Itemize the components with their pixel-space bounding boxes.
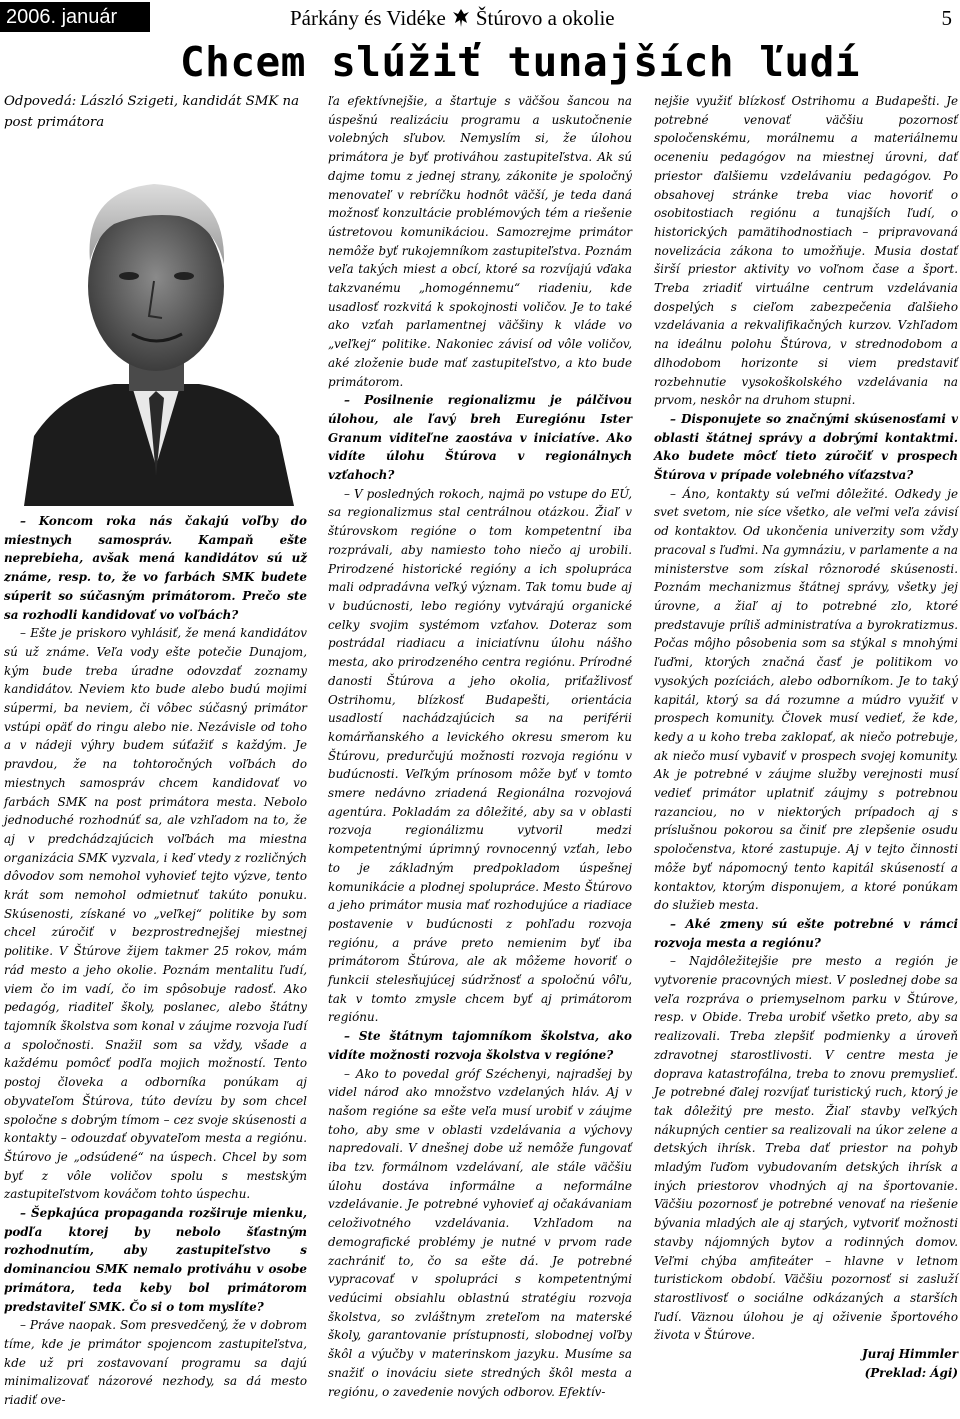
candidate-portrait <box>4 136 307 506</box>
interview-answer: – V posledných rokoch, najmä po vstupe do EÚ, sa regionalizmus stal centrálnou otázkou. Žiaľ v štúrovskom regióne o tom kompetentní iba rozprávali, aby namiesto toho niečo aj urobili. Prirodzené historické regióny a ich spolupráca mali odpradávna veľký význam. Tak tomu bude aj v budúcnosti, lebo regióny vytvárajú organické celky svojim systémom vzťahov. Doteraz som postrádal riadiacu a iniciatívnu úlohu nášho mesta, ako prirodzeného centra regiónu. Prírodné danosti Štúrova a jeho okolia, priťažlivosť Ostrihomu, blízkosť Budapešti, orientácia usadlostí nachádzajúcich sa na periférii komárňanského a levického okresu smerom ku Štúrovu, predurčujú možnosti rozvoja regiónu v budúcnosti. Veľkým prínosom môže byť v tomto smere nedávno zriadená Regionálna rozvojová agentúra. Pokladám za dôležité, aby sa v oblasti rozvoja regionálizmu vytvoril medzi kompetentnými úprimný rovnocenný vzťah, lebo to je základným predpokladom úspešnej komunikácie a plodnej spolupráce. Mesto Štúrovo a jeho primátor musia mať rozhodujúce a riadiace postavenie v budúcnosti z pohľadu rozvoja regiónu, a práve preto nemienim byť iba primátorom Štúrova, ale ak môžeme hovoriť o funkcii stelesňujúcej súdržnosť a spoločnú vôľu, tak v tomto zmysle chcem byť aj primátorom regiónu. <box>328 486 632 1025</box>
interview-answer: – Najdôležitejšie pre mesto a región je vytvorenie pracovných miest. V poslednej dobe sa veľa rozpráva o priemyselnom parku v Štúrove, resp. v Obide. Treba urobiť všetko preto, aby sa realizovali. Treba zlepšiť podmienky a úroveň zdravotnej starostlivosti. V centre mesta je doprava katastrofálna, treba to znovu premyslieť. Je potrebné ďalej rozvíjať turistický ruch, ktorý je tak dôležitý pre mesto. Žiaľ stavby veľkých nákupných centier sa realizovali na úkor zelene a detských ihrísk. Treba dať priestor na pohyb mladým ľuďom vybudovaním detských ihrísk a iných priestorov vhodných aj na športovanie. Väčšiu pozornosť je potrebné venovať na riešenie bývania mladých ale aj starých, vytvoriť možnosti stavby nájomných bytov a rodinných domov. Veľmi chýba amfiteáter – hlavne v letnom turistickom období. Väčšiu pozornosť si zasluží starostlivosť o sociálne odkázaných a starších ľudí. Väznou úlohou je aj oživenie športového života v Štúrove. <box>654 954 958 1343</box>
interview-answer: – Ako to povedal gróf Széchenyi, najradšej by videl národ ako množstvo vzdelaných hláv. Aj v našom regióne sa ešte veľa musí urobiť v záujme toho, aby sme v oblasti vzdelávania a výchovy napredovali. V dnešnej dobe už nemôže fungovať iba tzv. formálnom vzdelávaní, ale stále väčšiu úlohu dostáva informálne a neformálne vzdelávanie. Je potrebné vyhovieť aj očakávaniam celoživotného vzdelávania. Vzhľadom na demografické problémy je nutné v prvom rade zachrániť to, čo sa ešte dá. Je potrebné vypracovať v spolupráci s kompetentnými vedúcimi obsiahlu oblastnú stratégiu rozvoja školstva, so zvláštnym zreteľom na materské školy, garantovanie prístupnosti, slobodnej voľby škôl a výučby v materinskom jazyku. Musíme sa snažiť o inováciu siete stredných škôl mesta a regiónu, o zavedenie nových odborov. Efektív- <box>328 1066 632 1399</box>
interview-question: – Šepkajúca propaganda rozširuje mienku, podľa ktorej by nebolo šťastným rozhodnutím, aby zastupiteľstvo s dominanciou SMK nemalo protiváhu v osobe primátora, teda keby bol primátorom predstaviteľ SMK. Čo si o tom myslíte? <box>4 1206 307 1314</box>
interview-answer: – Áno, kontakty sú veľmi dôležité. Odkedy je svet svetom, nie síce všetko, ale veľmi veľa závisí od kontaktov. Od ukončenia univerzity som vždy pracoval s ľuďmi. Na gymnáziu, v parlamente a na ministerstve som získal rôznorodé skúsenosti. Poznám mechanizmus štátnej správy, všetky jej úrovne, a žiaľ aj to potrebné zlo, ktoré predstavuje príliš administratíva a byrokratizmus. Počas môjho pôsobenia som sa stýkal s mnohými ľuďmi, ktorých značná časť je politikom vo vysokých pozíciách, alebo odborníkom. Je to taký kapitál, ktorý sa dá rozumne a múdro využiť v prospech komunity. Človek musí vedieť, že kde, kedy a u koho treba zaklopať, ak niečo potrebuje, ak niečo musí vybaviť v prospech svojej komunity. Ak je potrebné v záujme služby verejnosti musí vedieť primátor uplatniť záujmy s potrebnou razanciou, no v niektorých prípadoch aj s príslušnou pokorou sa činiť pre zlepšenie osudu spoločenstva, ktoré zastupuje. Aj v tejto činnosti môže byť nápomocný tento kapitál skúseností a kontaktov, ktorým disponujem, a ktoré ponúkam do služieb mesta. <box>654 486 959 913</box>
article-column-3 <box>654 92 958 1383</box>
publication-name <box>290 6 615 31</box>
issue-date: 2006. január <box>0 2 150 32</box>
author-signature: Juraj Himmler <box>862 1347 958 1362</box>
region-name: Štúrovo a okolie <box>475 6 615 30</box>
article-title: Chcem slúžiť tunajších ľudí <box>180 38 860 86</box>
page-number: 5 <box>941 6 952 30</box>
article-column-2 <box>328 92 632 1401</box>
interview-question: – Aké zmeny sú ešte potrebné v rámci rozvoja mesta a regiónu? <box>654 916 958 950</box>
page-header <box>0 0 960 34</box>
translator-credit: (Preklad: Ági) <box>864 1365 958 1380</box>
interview-answer: nejšie využiť blízkosť Ostrihomu a Budapešti. Je potrebné venovať väčšiu pozornosť spoločenskému, morálnemu a materiálnemu oceneniu pedagógov na miestnej úrovni, dať priestor ďalšiemu vzdelávaniu pedagógov. Po obsahovej stránke treba viac hovoriť o osobitostiach regiónu a tunajších ľudí, o historických pamätihodnostiach – pripravovaná novelizácia zákona to umožňuje. Musia dostať širší priestor aktivity vo voľnom čase a šport. Treba zriadiť virtuálne centrum vzdelávania dospelých s cieľom zabezpečenia ďalšieho vzdelávania a rekvalifikačných kurzov. Vzhľadom na ideálnu polohu Štúrova, v strednodobom a dlhodobom horizonte si viem predstaviť rozbehnutie vysokoškolského vzdelávania na prvom, neskôr na druhom stupni. <box>654 94 958 408</box>
article-column-1 <box>4 512 307 1410</box>
interview-question: – Disponujete so značnými skúsenosťami v oblasti štátnej správy a dobrými kontaktmi. Ako budete môcť tieto zúročiť v prospech Štúrova v prípade volebného víťazstva? <box>654 411 958 483</box>
interview-question: – Koncom roka nás čakajú voľby do miestnych samospráv. Kampaň ešte neprebieha, avšak mená kandidátov sú už známe, resp. to, že vo farbách SMK budete súperit so súčasným primátorom. Prečo ste sa rozhodli kandidovať vo voľbách? <box>4 514 307 622</box>
interview-answer: – Práve naopak. Som presvedčený, že v dobrom tíme, kde je primátor spojencom zastupiteľstva, kde už pri zostavovaní programu sa dajú minimalizovať názorové nezhody, sa dá mesto riadiť ove- <box>4 1318 307 1408</box>
byline: Odpovedá: László Szigeti, kandidát SMK na post primátora <box>4 94 300 130</box>
interview-answer: ľa efektívnejšie, a štartuje s väčšou šancou na úspešnú realizáciu programu a uskutočnenie volebných sľubov. Nemyslím si, že úlohou primátora je byť protiváhou zastupiteľstva. Ak sú dajme tomu z jednej strany, zákonite je spoločný menovateľ v rebríčku hodnôt väčší, je teda daná možnosť konzultácie problémových tém a riešenie ústretovou komunikáciou. Samozrejme primátor nemôže byť rukojemníkom zastupiteľstva. Poznám veľa takých miest a obcí, ktoré sa rozvíjajú vďaka takzvanému „homogénnemu“ riadeniu, kde usadlosť rozkvitá k spokojnosti voličov. Je to také ako vzťah parlamentnej väčšiny k vláde vo „veľkej“ politike. Nakoniec závisí od vôle voličov, aké zloženie bude mať zastupiteľstvo, a kto bude primátorom. <box>328 94 632 389</box>
publication-title: Párkány és Vidéke <box>290 6 446 30</box>
bird-logo-icon <box>452 8 470 28</box>
interview-answer: – Ešte je priskoro vyhlásiť, že mená kandidátov sú už známe. Veľa vody ešte potečie Dunajom, kým bude treba úradne odovzdať zoznamy kandidátov. Neviem kto bude alebo budú mojimi súpermi, ba neviem, či vôbec súčasný primátor vstúpi opäť do ringu alebo nie. Nezávisle od toho a v nádeji výhry budem súťažiť s každým. Je pravdou, že na tohtoročných voľbách do miestnych samospráv chcem kandidovať vo farbách SMK na post primátora mesta. Nebolo jednoduché rozhodnúť sa, ale vzhľadom na to, že aj v predchádzajúcich voľbách ma miestna organizácia SMK vyzvala, i keď vtedy z rozličných dôvodov som nemohol vyhovieť tejto výzve, tento krát som nemohol odmietnuť takúto ponuku. Skúsenosti, získané vo „veľkej“ politike by som chcel zúročiť v bezprostrednejšej miestnej politike. V Štúrove žijem takmer 25 rokov, mám rád mesto a jeho okolie. Poznám mentalitu ľudí, viem čo im vadí, čo im spôsobuje radosť. Ako pedagóg, riaditeľ školy, poslanec, alebo štátny tajomník školstva som konal v záujme rozvoja ľudí a spoločnosti. Snažil som sa vždy, všade a každému pomôcť podľa mojich možností. Tento postoj človeka a odborníka ponúkam aj obyvateľom Štúrova, túto devízu by som chcel spoločne s dobrým tímom – cez svoje skúsenosti a kontakty – odouzdať obyvateľom mesta a regiónu. Štúrovo je „odsúdené“ na úspech. Chcel by som byť z vôle voličov spolu s mestským zastupiteľstvom kováčom tohto úspechu. <box>4 626 307 1202</box>
portrait-image <box>4 136 307 506</box>
interview-question: – Ste štátnym tajomníkom školstva, ako vidíte možnosti rozvoja školstva v regióne? <box>328 1029 632 1062</box>
interview-question: – Posilnenie regionalizmu je pálčivou úlohou, ale ľavý breh Euregiónu Ister Granum viditeľne zaostáva v iniciatíve. Ako vidíte úlohu Štúrova v regionálnych vzťahoch? <box>328 393 632 483</box>
